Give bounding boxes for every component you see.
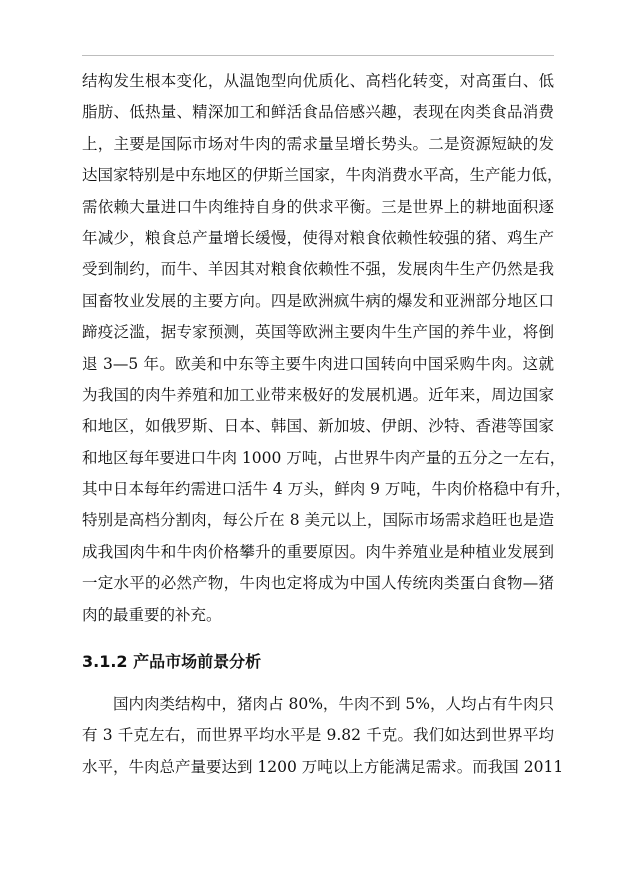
paragraph-line: 水平，牛肉总产量要达到 1200 万吨以上方能满足需求。而我国 2011	[82, 757, 564, 776]
paragraph-line: 为我国的肉牛养殖和加工业带来极好的发展机遇。近年来，周边国家	[82, 385, 554, 404]
header-divider	[82, 55, 554, 56]
section-heading: 3.1.2 产品市场前景分析	[82, 652, 262, 672]
paragraph-line: 达国家特别是中东地区的伊斯兰国家，牛肉消费水平高，生产能力低，	[82, 166, 563, 185]
paragraph-line: 有 3 千克左右，而世界平均水平是 9.82 千克。我们如达到世界平均	[82, 726, 554, 745]
paragraph-line: 结构发生根本变化，从温饱型向优质化、高档化转变，对高蛋白、低	[82, 72, 554, 90]
paragraph-line: 和地区，如俄罗斯、日本、韩国、新加坡、伊朗、沙特、香港等国家	[82, 417, 554, 436]
body-paragraph	[82, 689, 564, 783]
paragraph-line: 需依赖大量进口牛肉维持自身的供求平衡。三是世界上的耕地面积逐	[82, 197, 554, 216]
paragraph-line: 肉的最重要的补充。	[82, 605, 222, 624]
paragraph-line: 国内肉类结构中，猪肉占 80%，牛肉不到 5%，人均占有牛肉只	[113, 695, 554, 714]
body-paragraph	[82, 66, 571, 631]
paragraph-line: 国畜牧业发展的主要方向。四是欧洲疯牛病的爆发和亚洲部分地区口	[82, 291, 554, 310]
paragraph-line: 特别是高档分割肉，每公斤在 8 美元以上，国际市场需求趋旺也是造	[82, 511, 554, 530]
paragraph-line: 年减少，粮食总产量增长缓慢，使得对粮食依赖性较强的猪、鸡生产	[82, 228, 554, 247]
paragraph-line: 一定水平的必然产物，牛肉也定将成为中国人传统肉类蛋白食物—猪	[82, 574, 554, 593]
paragraph-line: 成我国肉牛和牛肉价格攀升的重要原因。肉牛养殖业是种植业发展到	[82, 542, 554, 561]
paragraph-line: 受到制约，而牛、羊因其对粮食依赖性不强，发展肉牛生产仍然是我	[82, 260, 554, 279]
paragraph-line: 上，主要是国际市场对牛肉的需求量呈增长势头。二是资源短缺的发	[82, 134, 554, 153]
page-content	[82, 66, 571, 783]
paragraph-line: 蹄疫泛滥，据专家预测，英国等欧洲主要肉牛生产国的养牛业，将倒	[82, 323, 554, 342]
paragraph-line: 脂肪、低热量、精深加工和鲜活食品倍感兴趣，表现在肉类食品消费	[82, 103, 554, 122]
paragraph-line: 退 3—5 年。欧美和中东等主要牛肉进口国转向中国采购牛肉。这就	[82, 354, 554, 373]
paragraph-line: 和地区每年要进口牛肉 1000 万吨，占世界牛肉产量的五分之一左右，	[82, 448, 566, 467]
paragraph-line: 其中日本每年约需进口活牛 4 万头，鲜肉 9 万吨，牛肉价格稳中有升，	[82, 480, 571, 499]
